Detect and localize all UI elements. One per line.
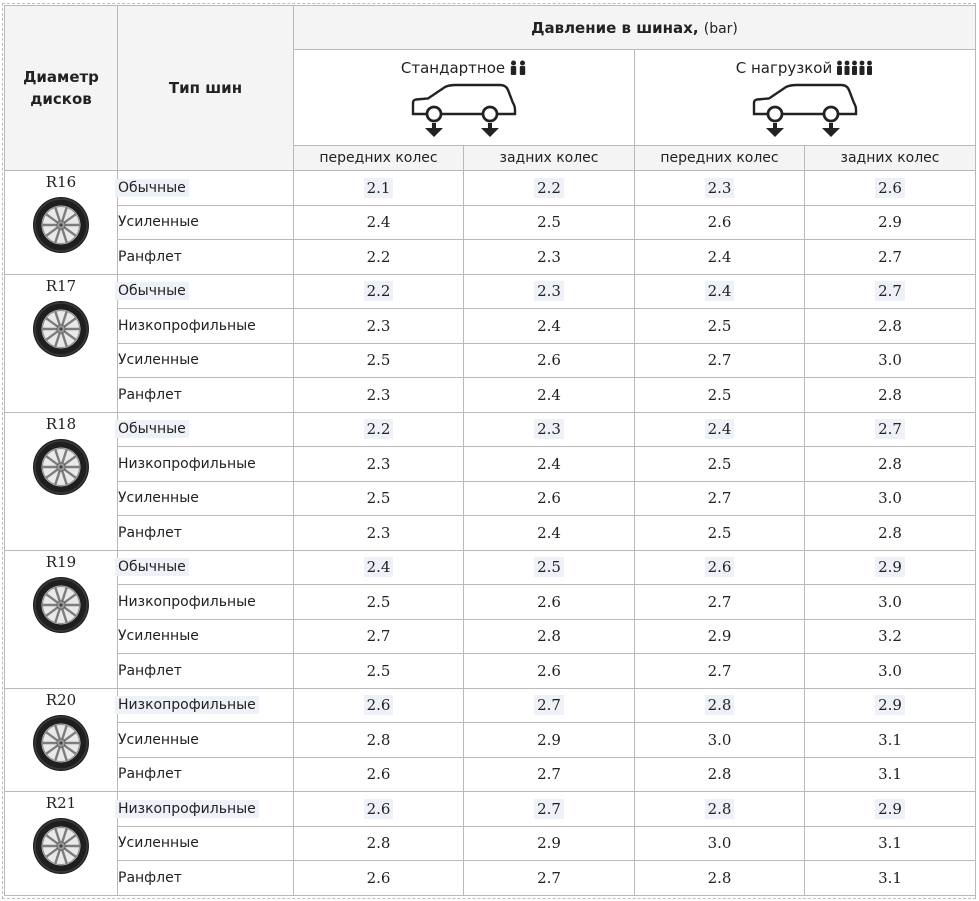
loaded-rear-cell	[805, 240, 976, 275]
pressure-value: 2.7	[534, 695, 564, 715]
standard-label: Стандартное	[400, 59, 506, 77]
tire-type-cell	[118, 171, 294, 206]
pressure-value: 3.2	[878, 627, 902, 646]
loaded-front-cell	[635, 723, 805, 758]
standard-rear-cell	[464, 550, 635, 585]
standard-rear-cell	[464, 447, 635, 482]
loaded-rear-cell	[805, 792, 976, 827]
pressure-value: 3.0	[707, 834, 732, 853]
loaded-front-cell	[635, 309, 805, 344]
standard-rear-cell	[464, 792, 635, 827]
standard-rear-cell	[464, 481, 635, 516]
pressure-value: 2.8	[878, 316, 902, 335]
pressure-title-text: Давление в шинах,	[531, 18, 699, 37]
pressure-value: 2.6	[364, 799, 394, 819]
tire-type-cell	[118, 309, 294, 344]
rim-size-label: R19	[45, 552, 77, 571]
pressure-value: 2.7	[707, 489, 732, 508]
tire-type-label: Усиленные	[118, 731, 199, 748]
tire-type-cell	[118, 619, 294, 654]
standard-front-cell	[294, 274, 464, 309]
pressure-value: 3.1	[878, 834, 902, 853]
tire-type-header: Тип шин	[118, 6, 294, 171]
pressure-value: 2.6	[537, 489, 561, 508]
standard-rear-cell	[464, 240, 635, 275]
tire-type-cell	[118, 205, 294, 240]
tire-type-label: Ранфлет	[118, 524, 182, 541]
loaded-front-cell	[635, 861, 805, 896]
pressure-value: 2.3	[366, 454, 391, 473]
loaded-rear-cell	[805, 171, 976, 206]
pressure-value: 2.6	[364, 695, 394, 715]
pressure-value: 2.8	[878, 523, 902, 542]
tire-type-cell	[118, 481, 294, 516]
standard-rear-cell	[464, 516, 635, 551]
table-row	[5, 205, 976, 240]
tire-type-label: Ранфлет	[118, 248, 182, 265]
wheel-icon	[32, 714, 90, 772]
tire-type-cell	[118, 550, 294, 585]
pressure-value: 2.5	[366, 661, 391, 680]
pressure-value: 2.2	[534, 178, 564, 198]
tire-type-cell	[118, 723, 294, 758]
standard-front-cell	[294, 516, 464, 551]
loaded-rear-cell	[805, 619, 976, 654]
standard-load-header	[294, 50, 635, 146]
standard-front-cell	[294, 654, 464, 689]
pressure-value: 2.6	[537, 592, 561, 611]
standard-rear-cell	[464, 585, 635, 620]
loaded-front-cell	[635, 240, 805, 275]
pressure-value: 3.0	[878, 489, 902, 508]
rim-size-label: R16	[45, 173, 77, 191]
table-row	[5, 585, 976, 620]
rim-size-label: R21	[45, 794, 77, 812]
standard-front-cell	[294, 792, 464, 827]
standard-rear-cell	[464, 654, 635, 689]
standard-front-cell	[294, 205, 464, 240]
table-row	[5, 309, 976, 344]
table-row	[5, 343, 976, 378]
table-row	[5, 378, 976, 413]
pressure-value: 2.7	[707, 661, 732, 680]
pressure-value: 2.4	[537, 454, 561, 473]
loaded-front-cell	[635, 619, 805, 654]
standard-rear-cell	[464, 205, 635, 240]
tire-type-label: Ранфлет	[118, 662, 182, 679]
pressure-value: 2.7	[534, 799, 564, 819]
pressure-value: 2.2	[364, 419, 394, 439]
pressure-value: 2.6	[366, 868, 391, 887]
loaded-rear-cell	[805, 723, 976, 758]
standard-front-cell	[294, 343, 464, 378]
tire-type-cell	[118, 654, 294, 689]
pressure-value: 2.4	[364, 557, 394, 577]
pressure-value: 2.4	[705, 419, 735, 439]
pressure-value: 2.9	[537, 834, 561, 853]
loaded-front-cell	[635, 447, 805, 482]
standard-front-cell	[294, 309, 464, 344]
loaded-front-cell	[635, 171, 805, 206]
loaded-front-cell	[635, 481, 805, 516]
pressure-value: 2.8	[878, 454, 902, 473]
loaded-rear-cell	[805, 274, 976, 309]
tire-type-label: Усиленные	[118, 835, 199, 852]
pressure-value: 3.0	[878, 592, 902, 611]
tire-type-label: Низкопрофильные	[115, 800, 259, 818]
standard-front-cell	[294, 447, 464, 482]
tire-type-label: Обычные	[115, 558, 189, 576]
table-row	[5, 688, 976, 723]
pressure-value: 2.6	[875, 178, 905, 198]
pressure-value: 2.7	[875, 419, 905, 439]
standard-rear-cell	[464, 309, 635, 344]
loaded-rear-cell	[805, 757, 976, 792]
tire-type-cell	[118, 826, 294, 861]
pressure-value: 2.9	[875, 695, 905, 715]
tire-type-cell	[118, 240, 294, 275]
table-body	[5, 171, 976, 896]
pressure-value: 2.6	[366, 765, 391, 784]
pressure-value: 2.3	[534, 281, 564, 301]
pressure-value: 2.4	[537, 385, 561, 404]
loaded-rear-cell	[805, 378, 976, 413]
wheel-icon	[32, 438, 90, 496]
wheel-icon	[32, 196, 90, 254]
loaded-rear-cell	[805, 861, 976, 896]
standard-rear-cell	[464, 723, 635, 758]
pressure-value: 3.1	[878, 765, 902, 784]
tire-type-label: Низкопрофильные	[118, 455, 256, 472]
pressure-value: 2.7	[707, 351, 732, 370]
rim-diameter-cell	[5, 412, 118, 550]
tire-type-cell	[118, 688, 294, 723]
tire-type-cell	[118, 378, 294, 413]
pressure-value: 2.3	[705, 178, 735, 198]
loaded-front-cell	[635, 585, 805, 620]
pressure-value: 3.0	[878, 351, 902, 370]
rim-size-label: R20	[45, 690, 77, 709]
tire-type-cell	[118, 343, 294, 378]
pressure-value: 2.7	[537, 765, 561, 784]
standard-front-cell	[294, 826, 464, 861]
tire-pressure-table	[4, 5, 976, 896]
tire-type-cell	[118, 585, 294, 620]
tire-type-cell	[118, 447, 294, 482]
tire-type-label: Обычные	[115, 179, 189, 197]
table-row	[5, 861, 976, 896]
table-row	[5, 447, 976, 482]
standard-front-cell	[294, 550, 464, 585]
pressure-value: 2.6	[537, 661, 561, 680]
pressure-value: 2.8	[707, 868, 732, 887]
loaded-front-cell	[635, 757, 805, 792]
pressure-value: 2.5	[534, 557, 564, 577]
loaded-rear-cell	[805, 516, 976, 551]
tire-type-label: Низкопрофильные	[118, 593, 256, 610]
pressure-value: 2.2	[364, 281, 394, 301]
pressure-value: 2.4	[705, 281, 735, 301]
table-row	[5, 171, 976, 206]
standard-front-header: передних колес	[294, 146, 464, 171]
pressure-value: 3.0	[707, 730, 732, 749]
standard-front-cell	[294, 481, 464, 516]
standard-front-cell	[294, 757, 464, 792]
loaded-rear-cell	[805, 343, 976, 378]
standard-rear-cell	[464, 757, 635, 792]
loaded-rear-header: задних колес	[805, 146, 976, 171]
standard-rear-cell	[464, 861, 635, 896]
tire-type-label: Усиленные	[118, 490, 199, 507]
loaded-rear-cell	[805, 481, 976, 516]
tire-type-label: Усиленные	[118, 214, 199, 231]
pressure-value: 2.8	[366, 730, 391, 749]
pressure-value: 3.0	[878, 661, 902, 680]
pressure-value: 2.5	[707, 523, 732, 542]
table-row	[5, 654, 976, 689]
loaded-front-cell	[635, 654, 805, 689]
pressure-value: 2.9	[878, 213, 902, 232]
pressure-value: 2.5	[537, 213, 561, 232]
loaded-label: С нагрузкой	[735, 59, 833, 77]
loaded-front-cell	[635, 792, 805, 827]
pressure-value: 2.8	[537, 627, 561, 646]
pressure-value: 2.1	[364, 178, 394, 198]
car-icon	[751, 83, 859, 139]
tire-type-cell	[118, 792, 294, 827]
loaded-front-cell	[635, 343, 805, 378]
pressure-value: 2.8	[366, 834, 391, 853]
standard-front-cell	[294, 171, 464, 206]
table-row	[5, 792, 976, 827]
loaded-front-cell	[635, 378, 805, 413]
pressure-value: 3.1	[878, 868, 902, 887]
rim-size-label: R17	[45, 276, 77, 295]
rim-diameter-cell	[5, 688, 118, 792]
pressure-value: 2.6	[707, 213, 732, 232]
pressure-value: 2.5	[707, 385, 732, 404]
pressure-value: 2.8	[705, 695, 735, 715]
pressure-value: 2.7	[537, 868, 561, 887]
pressure-value: 2.3	[366, 385, 391, 404]
tire-type-label: Низкопрофильные	[115, 696, 259, 714]
standard-front-cell	[294, 240, 464, 275]
rim-diameter-cell	[5, 171, 118, 275]
loaded-front-cell	[635, 516, 805, 551]
pressure-value: 2.6	[537, 351, 561, 370]
standard-rear-cell	[464, 378, 635, 413]
rim-diameter-cell	[5, 792, 118, 896]
full-load-header	[635, 50, 976, 146]
pressure-value: 2.3	[534, 419, 564, 439]
pressure-value: 2.7	[875, 281, 905, 301]
wheel-icon	[32, 576, 90, 634]
standard-rear-cell	[464, 343, 635, 378]
loaded-rear-cell	[805, 205, 976, 240]
loaded-rear-cell	[805, 550, 976, 585]
tire-type-label: Ранфлет	[118, 869, 182, 886]
tire-type-label: Низкопрофильные	[118, 317, 256, 334]
table-row	[5, 412, 976, 447]
pressure-value: 2.9	[875, 557, 905, 577]
loaded-front-cell	[635, 205, 805, 240]
loaded-front-header: передних колес	[635, 146, 805, 171]
tire-type-cell	[118, 861, 294, 896]
diameter-header: Диаметр дисков	[5, 6, 118, 171]
tire-type-label: Обычные	[115, 282, 189, 300]
standard-rear-cell	[464, 274, 635, 309]
loaded-front-cell	[635, 412, 805, 447]
tire-type-label: Усиленные	[118, 628, 199, 645]
pressure-value: 2.4	[537, 316, 561, 335]
loaded-rear-cell	[805, 447, 976, 482]
wheel-icon	[32, 817, 90, 875]
pressure-value: 2.7	[707, 592, 732, 611]
rim-diameter-cell	[5, 550, 118, 688]
loaded-front-cell	[635, 274, 805, 309]
pressure-title	[294, 6, 976, 50]
loaded-rear-cell	[805, 688, 976, 723]
five-persons-icon	[836, 60, 874, 76]
pressure-value: 3.1	[878, 730, 902, 749]
wheel-icon	[32, 300, 90, 358]
table-row	[5, 619, 976, 654]
tire-type-cell	[118, 516, 294, 551]
pressure-value: 2.8	[707, 765, 732, 784]
pressure-value: 2.6	[705, 557, 735, 577]
pressure-value: 2.3	[366, 523, 391, 542]
standard-rear-cell	[464, 619, 635, 654]
pressure-value: 2.3	[537, 247, 561, 266]
pressure-unit: (bar)	[703, 20, 738, 37]
table-row	[5, 240, 976, 275]
pressure-value: 2.9	[537, 730, 561, 749]
standard-front-cell	[294, 585, 464, 620]
pressure-value: 2.5	[707, 316, 732, 335]
standard-front-cell	[294, 378, 464, 413]
table-row	[5, 481, 976, 516]
standard-front-cell	[294, 861, 464, 896]
loaded-rear-cell	[805, 309, 976, 344]
pressure-value: 2.8	[878, 385, 902, 404]
car-icon	[410, 83, 518, 139]
two-persons-icon	[509, 60, 527, 76]
standard-rear-cell	[464, 171, 635, 206]
tire-type-cell	[118, 412, 294, 447]
standard-front-cell	[294, 619, 464, 654]
tire-type-label: Обычные	[115, 420, 189, 438]
table-row	[5, 550, 976, 585]
pressure-value: 2.9	[707, 627, 732, 646]
loaded-rear-cell	[805, 585, 976, 620]
pressure-value: 2.7	[366, 627, 391, 646]
standard-rear-header: задних колес	[464, 146, 635, 171]
standard-front-cell	[294, 412, 464, 447]
table-row	[5, 723, 976, 758]
pressure-value: 2.4	[707, 247, 732, 266]
rim-size-label: R18	[45, 414, 77, 433]
loaded-front-cell	[635, 688, 805, 723]
pressure-value: 2.3	[366, 316, 391, 335]
tire-type-label: Ранфлет	[118, 386, 182, 403]
standard-front-cell	[294, 688, 464, 723]
tire-type-cell	[118, 274, 294, 309]
tire-type-cell	[118, 757, 294, 792]
standard-rear-cell	[464, 412, 635, 447]
tire-type-label: Усиленные	[118, 352, 199, 369]
loaded-rear-cell	[805, 654, 976, 689]
pressure-value: 2.8	[705, 799, 735, 819]
pressure-value: 2.4	[537, 523, 561, 542]
standard-front-cell	[294, 723, 464, 758]
standard-rear-cell	[464, 688, 635, 723]
table-row	[5, 516, 976, 551]
pressure-value: 2.7	[878, 247, 902, 266]
pressure-value: 2.5	[707, 454, 732, 473]
pressure-value: 2.4	[366, 213, 391, 232]
pressure-value: 2.9	[875, 799, 905, 819]
pressure-value: 2.2	[366, 247, 391, 266]
table-row	[5, 274, 976, 309]
pressure-value: 2.5	[366, 592, 391, 611]
table-row	[5, 826, 976, 861]
pressure-value: 2.5	[366, 351, 391, 370]
standard-rear-cell	[464, 826, 635, 861]
tire-type-label: Ранфлет	[118, 766, 182, 783]
loaded-front-cell	[635, 826, 805, 861]
loaded-rear-cell	[805, 826, 976, 861]
loaded-rear-cell	[805, 412, 976, 447]
rim-diameter-cell	[5, 274, 118, 412]
table-row	[5, 757, 976, 792]
pressure-value: 2.5	[366, 489, 391, 508]
loaded-front-cell	[635, 550, 805, 585]
